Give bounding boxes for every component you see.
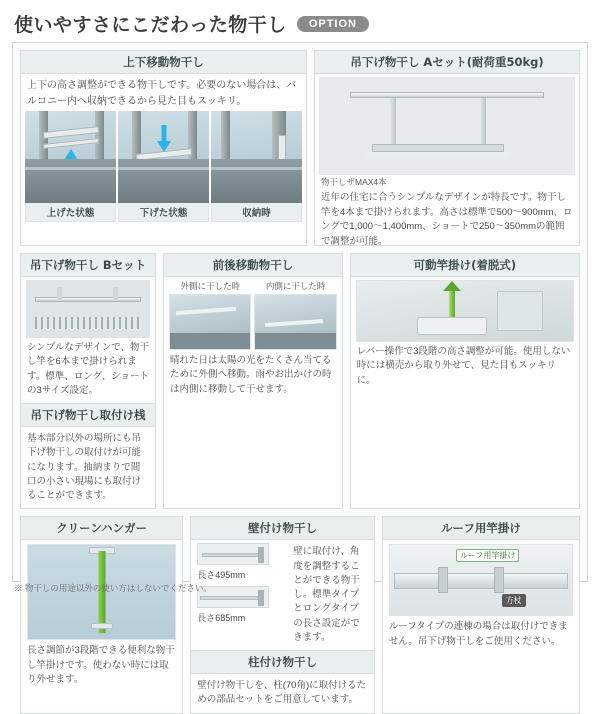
wall-plate-icon bbox=[258, 547, 264, 563]
dryer-pole-icon bbox=[350, 92, 544, 98]
arm-bar-icon bbox=[202, 553, 258, 557]
roof-pole-holder-callout: ルーフ用竿掛け bbox=[456, 549, 520, 562]
dryer-drop-rod-left-icon bbox=[390, 98, 396, 144]
dryer-hanger-icon bbox=[57, 287, 62, 301]
wall-dryer-standard-icon bbox=[197, 543, 269, 565]
panel-wall-mounted-dryer bbox=[190, 516, 375, 713]
panel-title-clean-hanger: クリーンハンガー bbox=[21, 517, 182, 540]
panel-movable-pole-holder bbox=[350, 253, 580, 509]
wall-dryer-content bbox=[191, 540, 374, 650]
panel-title-vertical-movable-dryer: 上下移動物干し bbox=[21, 51, 306, 74]
panel-vertical-movable-dryer bbox=[20, 50, 307, 246]
panel-front-rear-movable-dryer bbox=[163, 253, 343, 509]
wall-dryer-specs bbox=[191, 540, 287, 650]
movable-pole-holder-description: レバー操作で3段階の高さ調整が可能。使用しない時には横売から取り外せて、見た目もスッキリに。 bbox=[356, 346, 571, 386]
photo-roof-pole-holder bbox=[389, 544, 573, 616]
hanging-dryer-description: 近年の住宅に合うシンプルなデザインが特長です。物干し竿を4本まで掛けられます。高さは標準で500〜900mm、ロングで1,000〜1,400mm、ショートで250〜350mmの範囲で調整が可能。 bbox=[321, 192, 573, 248]
spec-label-standard: 長さ495mm bbox=[197, 570, 246, 581]
photo-caption-up: 上げた状態 bbox=[25, 203, 116, 222]
wall-plate-icon bbox=[258, 590, 264, 606]
photo-stored bbox=[211, 111, 302, 203]
middle-row bbox=[20, 253, 580, 509]
panel-title-front-rear-movable-dryer: 前後移動物干し bbox=[164, 254, 342, 277]
photo-hanging-dryer-a-set bbox=[319, 77, 575, 175]
balcony-rail-icon bbox=[25, 159, 116, 203]
clean-hanger-description: 長さ調節が3段階できる便利な物干し竿掛けです。使わない時には取り外せます。 bbox=[27, 645, 175, 685]
panel-title-roof-pole-holder: ルーフ用竿掛け bbox=[383, 517, 579, 540]
panel-roof-pole-holder bbox=[382, 516, 580, 713]
spec-row-standard bbox=[191, 540, 287, 568]
green-arrow-up-icon bbox=[443, 281, 461, 291]
balcony-rail-icon bbox=[170, 333, 250, 349]
hanging-dryer-note: 物干しザMAX4本 bbox=[321, 177, 387, 187]
arrow-down-icon bbox=[157, 141, 171, 152]
photo-caption-down: 下げた状態 bbox=[118, 203, 209, 222]
photo-down bbox=[118, 111, 209, 203]
panel-clean-hanger bbox=[20, 516, 183, 713]
photo-movable-pole-holder bbox=[356, 280, 574, 342]
bottom-row bbox=[20, 516, 580, 713]
roof-holder-2-icon bbox=[494, 567, 504, 593]
photo-label-inside: 内側に干した時 bbox=[265, 281, 326, 291]
post-mounted-dryer-description: 壁付け物干しを、柱(70角)に取付けるための部品セットをご用意しています。 bbox=[197, 680, 367, 706]
pole-holder-bracket-icon bbox=[417, 317, 487, 335]
hanging-dryer-b-description: シンプルなデザインで、物干し竿を6本まで掛けられます。標準、ロング、ショートの3サイズ設定。 bbox=[27, 342, 150, 396]
brace-tag: 方杖 bbox=[502, 594, 526, 607]
photo-up bbox=[25, 111, 116, 203]
hanger-foot-icon bbox=[91, 623, 113, 629]
page-title: 使いやすさにこだわった物干し bbox=[14, 14, 287, 36]
panel-title-post-mounted-dryer: 柱付け物干し bbox=[191, 650, 374, 674]
roof-holder-icon bbox=[438, 567, 448, 593]
vertical-movable-dryer-photos bbox=[21, 111, 306, 222]
mounting-rail-description: 基本部分以外の場所にも吊下げ物干しの取付けが可能になります。抽納まりで間口の小さい現場にも取付けることができます。 bbox=[27, 433, 142, 501]
dryer-base-plate-icon bbox=[372, 144, 504, 152]
panel-title-hanging-dryer-b-set: 吊下げ物干し Bセット bbox=[21, 254, 155, 277]
roof-pole-holder-description: ルーフタイプの連棟の場合は取付けできません。吊下げ物干しをご使用ください。 bbox=[388, 621, 568, 647]
panel-hanging-dryer-a-set bbox=[314, 50, 580, 246]
photo-cell-stored bbox=[211, 111, 302, 222]
dryer-rail-icon bbox=[35, 297, 141, 302]
photo-caption-stored: 収納時 bbox=[211, 203, 302, 222]
page-header bbox=[0, 0, 600, 41]
wall-dryer-description: 壁に取付け、角度を調整することができる物干し。標準タイプとロングタイプの長さ設定ができます。 bbox=[293, 546, 360, 643]
photo-label-outside: 外側に干した時 bbox=[180, 281, 240, 291]
dryer-pole-row-icon bbox=[35, 317, 141, 329]
panel-title-movable-pole-holder: 可動竿掛け(着脱式) bbox=[351, 254, 579, 277]
panel-title-hanging-dryer-a-set: 吊下げ物干し Aセット(耐荷重50kg) bbox=[315, 51, 579, 74]
front-rear-description: 晴れた日は太陽の光をたくさん当てるために外側へ移動。雨やお出かけの時は内側に移動して干せます。 bbox=[170, 355, 332, 395]
roof-rail-icon bbox=[394, 573, 568, 589]
dryer-hanger-2-icon bbox=[113, 287, 118, 301]
balcony-rail-icon bbox=[211, 159, 302, 203]
balcony-rail-icon bbox=[118, 159, 209, 203]
photo-hanging-dryer-b-set bbox=[26, 280, 150, 338]
option-badge: OPTION bbox=[297, 16, 369, 32]
balcony-rail-icon bbox=[255, 333, 335, 349]
dryer-drop-rod-right-icon bbox=[480, 98, 486, 144]
panel-title-wall-mounted-dryer: 壁付け物干し bbox=[191, 517, 374, 540]
pole-holder-closeup-icon bbox=[497, 291, 543, 331]
photo-cell-outside bbox=[169, 280, 251, 350]
vertical-movable-dryer-description: 上下の高さ調整ができる物干しです。必要のない場合は、バルコニー内へ収納できるから見た目もスッキリ。 bbox=[27, 80, 297, 107]
top-row bbox=[20, 50, 580, 246]
page-footnote: ※ 物干しの用途以外の使い方はしないでください。 bbox=[14, 583, 212, 593]
panel-title-mounting-rail: 吊下げ物干し取付け桟 bbox=[21, 403, 155, 427]
spec-label-long: 長さ685mm bbox=[197, 613, 246, 624]
photo-inside bbox=[254, 294, 336, 350]
front-rear-photos bbox=[164, 277, 342, 352]
photo-cell-down bbox=[118, 111, 209, 222]
panel-hanging-dryer-b-set bbox=[20, 253, 156, 509]
photo-outside bbox=[169, 294, 251, 350]
photo-cell-inside bbox=[254, 280, 336, 350]
photo-cell-up bbox=[25, 111, 116, 222]
dryer-base-shadow-icon bbox=[366, 152, 510, 157]
